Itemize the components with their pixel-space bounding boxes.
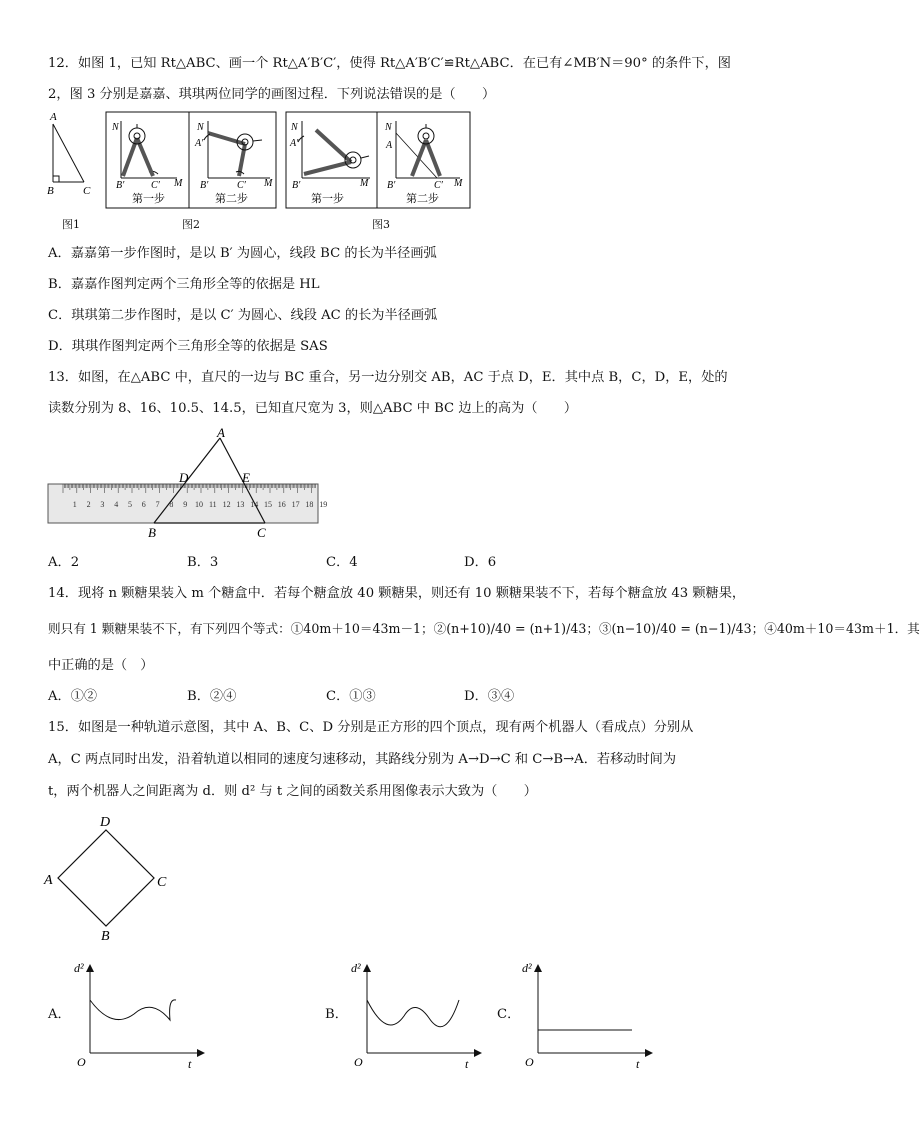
q15-option-a: A．	[48, 1007, 71, 1022]
q15-label-a: A	[44, 873, 53, 888]
q13-option-a: A．2	[48, 555, 80, 570]
q13-label-d: D	[179, 470, 189, 485]
q14-option-b: B．②④	[187, 689, 237, 704]
q12-fig2-step1-drawing	[121, 121, 177, 178]
q12-fig3-step1-label-n: N	[291, 122, 298, 133]
q12-fig2-step2-label-n: N	[197, 122, 204, 133]
q15-graph-c	[520, 958, 660, 1070]
ruler-number: 1	[72, 500, 77, 509]
ruler-number: 15	[264, 500, 272, 509]
q13-option-b: B．3	[187, 555, 219, 570]
q12-fig3-step1-label-m: M	[360, 178, 369, 189]
q13-label-a: A	[217, 425, 225, 440]
q12-fig2-step2-label-ap: A′	[195, 138, 204, 149]
q14-stem-line2: 则只有 1 颗糖果装不下，有下列四个等式：①40m＋10＝43m－1；②(n+10)/40 = (n+1)/43；③(n−10)/40 = (n−1)/43；④40m＋10＝43m＋1．其	[48, 621, 920, 636]
q12-option-a: A．嘉嘉第一步作图时，是以 B′ 为圆心，线段 BC 的长为半径画弧	[48, 246, 437, 261]
q14-stem-line3: 中正确的是（ ）	[48, 658, 154, 673]
q12-option-c: C．琪琪第二步作图时，是以 C′ 为圆心、线段 AC 的长为半径画弧	[48, 308, 438, 323]
ruler-number: 4	[114, 500, 119, 509]
q12-option-b: B．嘉嘉作图判定两个三角形全等的依据是 HL	[48, 277, 320, 292]
q15-graph-c-origin: O	[525, 1055, 534, 1069]
q12-fig3-step1-label-bp: B′	[292, 180, 301, 191]
ruler-number: 6	[141, 500, 146, 509]
q12-fig1-label-c: C	[83, 185, 91, 197]
q15-square-track	[58, 830, 154, 926]
q14-option-d: D．③④	[464, 689, 515, 704]
q13-stem-line1: 13．如图，在△ABC 中，直尺的一边与 BC 重合，另一边分别交 AB，AC 于点 D，E．其中点 B，C，D，E，处的	[48, 370, 728, 385]
q15-graph-a	[72, 958, 212, 1070]
q12-fig3-step2-label-m: M	[454, 178, 463, 189]
ruler-number: 12	[222, 500, 231, 509]
q12-caption-fig1: 图1	[62, 218, 80, 231]
q15-square-figure	[40, 812, 180, 947]
q15-stem-line1: 15．如图是一种轨道示意图，其中 A、B、C、D 分别是正方形的四个顶点，现有两个机器人（看成点）分别从	[48, 720, 694, 735]
q14-option-c: C．①③	[326, 689, 376, 704]
q12-fig2-step2-label-bp: B′	[200, 180, 209, 191]
q13-option-d: D．6	[464, 555, 497, 570]
q12-fig2-step1-label-n: N	[112, 122, 119, 133]
q15-graph-a-ylabel: d²	[74, 961, 84, 975]
ruler-number: 5	[128, 500, 132, 509]
q12-fig3-step2-drawing	[396, 121, 460, 178]
q14-option-a: A．①②	[48, 689, 98, 704]
ruler-number: 11	[208, 500, 217, 509]
q13-stem-line2: 读数分别为 8、16、10.5、14.5，已知直尺宽为 3，则△ABC 中 BC 边上的高为（ ）	[48, 401, 578, 416]
ruler-number: 2	[86, 500, 91, 509]
q15-graph-b-xlabel: t	[465, 1057, 469, 1071]
q15-option-c: C．	[497, 1007, 521, 1022]
q12-fig3-step1-drawing	[298, 121, 370, 178]
q13-label-c: C	[257, 525, 266, 540]
q12-fig3-step2-label-a: A	[386, 140, 393, 151]
q12-fig3-step1-caption: 第一步	[311, 193, 344, 205]
q15-graph-b-ylabel: d²	[351, 961, 361, 975]
ruler-number: 19	[319, 500, 328, 509]
q12-caption-fig2: 图2	[182, 218, 200, 231]
q15-label-c: C	[157, 875, 167, 890]
q13-figure	[44, 425, 328, 543]
q14-stem-line1: 14．现将 n 颗糖果装入 m 个糖盒中．若每个糖盒放 40 颗糖果，则还有 10 颗糖果装不下，若每个糖盒放 43 颗糖果，	[48, 586, 746, 601]
q12-fig2-step2-drawing	[204, 121, 270, 178]
q15-label-d: D	[100, 815, 111, 830]
q12-fig2-step2-caption: 第二步	[215, 193, 248, 205]
q15-graph-c-ylabel: d²	[522, 961, 532, 975]
ruler-number: 10	[195, 500, 203, 509]
ruler-number: 3	[100, 500, 105, 509]
q15-graph-b	[349, 958, 489, 1070]
q15-option-b: B．	[325, 1007, 348, 1022]
ruler-number: 14	[250, 500, 259, 509]
q13-label-b: B	[148, 525, 156, 540]
q12-fig2-step1-label-bp: B′	[116, 180, 125, 191]
q12-stem-line1: 12．如图 1，已知 Rt△ABC、画一个 Rt△A′B′C′，使得 Rt△A′B′C′≌Rt△ABC．在已有∠MB′N＝90° 的条件下，图	[48, 56, 731, 71]
q12-fig2-step1-label-cp: C′	[151, 180, 160, 191]
q12-fig3-step1-label-ap: A′	[290, 138, 299, 149]
q12-fig1-label-a: A	[50, 111, 57, 123]
q12-figures	[40, 108, 480, 233]
q12-fig2-step2-label-cp: C′	[237, 180, 246, 191]
ruler-number: 17	[291, 500, 300, 509]
q12-fig3-step2-caption: 第二步	[406, 193, 439, 205]
q12-fig3-step2-label-cp: C′	[434, 180, 443, 191]
q12-fig1	[53, 124, 84, 182]
q15-graph-a-xlabel: t	[188, 1057, 192, 1071]
q12-fig3-step2-label-n: N	[385, 122, 392, 133]
q15-graph-b-origin: O	[354, 1055, 363, 1069]
ruler-number: 16	[277, 500, 286, 509]
q12-fig2-step1-caption: 第一步	[132, 193, 165, 205]
ruler-number: 9	[183, 500, 188, 509]
q12-caption-fig3: 图3	[372, 218, 390, 231]
q15-stem-line3: t，两个机器人之间距离为 d．则 d² 与 t 之间的函数关系用图像表示大致为（ ）	[48, 784, 537, 799]
ruler-number: 8	[169, 500, 174, 509]
q13-label-e: E	[242, 470, 250, 485]
q12-fig2-step1-label-m: M	[174, 178, 183, 189]
q15-graph-a-origin: O	[77, 1055, 86, 1069]
ruler-number: 13	[236, 500, 245, 509]
q15-label-b: B	[101, 929, 110, 944]
q15-graph-c-xlabel: t	[636, 1057, 640, 1071]
q12-fig1-label-b: B	[47, 185, 54, 197]
q12-fig3-step2-label-bp: B′	[387, 180, 396, 191]
q15-stem-line2: A，C 两点同时出发，沿着轨道以相同的速度匀速移动，其路线分别为 A→D→C 和 C→B→A．若移动时间为	[48, 752, 677, 767]
ruler-number: 18	[305, 500, 314, 509]
q13-option-c: C．4	[326, 555, 358, 570]
q12-fig2-step2-label-m: M	[264, 178, 273, 189]
ruler-number: 7	[155, 500, 160, 509]
q12-stem-line2: 2，图 3 分别是嘉嘉、琪琪两位同学的画图过程．下列说法错误的是（ ）	[48, 87, 496, 102]
q12-option-d: D．琪琪作图判定两个三角形全等的依据是 SAS	[48, 339, 328, 354]
